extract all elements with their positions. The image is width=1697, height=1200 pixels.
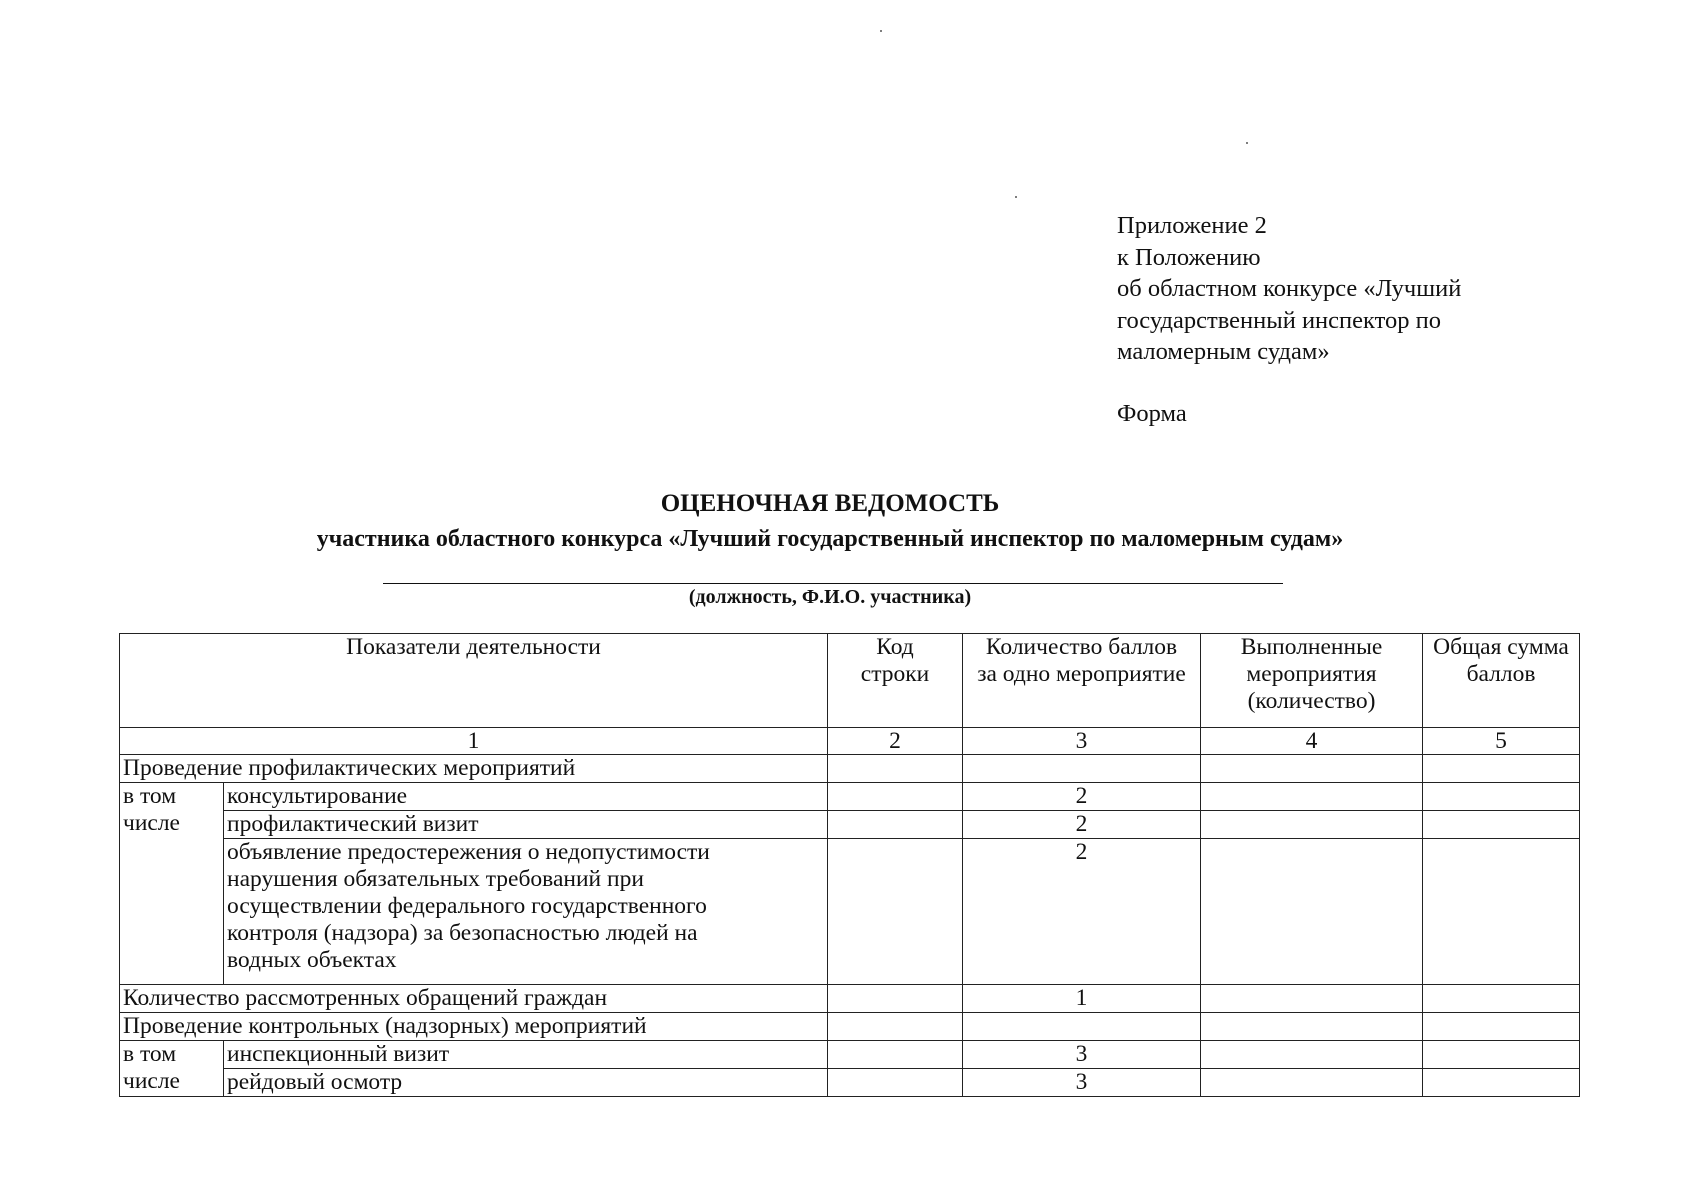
evaluation-table xyxy=(119,633,1580,1097)
scan-speck xyxy=(1015,196,1017,198)
row-code-cell[interactable] xyxy=(828,783,963,811)
points-cell: 1 xyxy=(963,985,1201,1013)
scan-speck xyxy=(880,30,882,32)
row-label: Проведение контрольных (надзорных) мероприятий xyxy=(120,1013,828,1041)
total-cell[interactable] xyxy=(1423,811,1580,839)
row-code-cell[interactable] xyxy=(828,1041,963,1069)
header-text: (количество) xyxy=(1247,688,1376,714)
row-label: профилактический визит xyxy=(224,811,828,839)
row-label xyxy=(224,839,828,985)
row-label: рейдовый осмотр xyxy=(224,1069,828,1097)
total-cell[interactable] xyxy=(1423,1069,1580,1097)
annex-line: к Положению xyxy=(1117,243,1261,271)
annex-line: государственный инспектор по xyxy=(1117,306,1441,334)
table-row xyxy=(120,783,1580,811)
table-row xyxy=(120,839,1580,985)
completed-cell[interactable] xyxy=(1201,1041,1423,1069)
including-text: в том xyxy=(123,1041,177,1067)
table-row xyxy=(120,985,1580,1013)
points-cell xyxy=(963,755,1201,783)
row-code-cell[interactable] xyxy=(828,1069,963,1097)
total-cell[interactable] xyxy=(1423,1013,1580,1041)
header-text: мероприятия xyxy=(1246,661,1377,687)
column-number: 1 xyxy=(120,728,828,755)
total-cell[interactable] xyxy=(1423,1041,1580,1069)
row-label: консультирование xyxy=(224,783,828,811)
header-text: Количество баллов xyxy=(985,634,1178,660)
annex-block xyxy=(1117,210,1577,429)
participant-name-line xyxy=(383,583,1283,584)
header-text: баллов xyxy=(1466,661,1536,687)
header-total-score xyxy=(1423,634,1580,728)
row-label: Проведение профилактических мероприятий xyxy=(120,755,828,783)
row-label-line: осуществлении федерального государственного xyxy=(227,893,707,919)
annex-line: маломерным судам» xyxy=(1117,338,1330,365)
points-cell: 3 xyxy=(963,1069,1201,1097)
header-indicators xyxy=(120,634,828,728)
including-label xyxy=(120,1041,224,1097)
including-text: числе xyxy=(123,810,180,836)
completed-cell[interactable] xyxy=(1201,839,1423,985)
row-code-cell[interactable] xyxy=(828,839,963,985)
table-row xyxy=(120,755,1580,783)
points-cell: 2 xyxy=(963,811,1201,839)
row-code-cell[interactable] xyxy=(828,755,963,783)
column-number: 2 xyxy=(828,728,963,755)
total-cell[interactable] xyxy=(1423,755,1580,783)
row-label: Количество рассмотренных обращений граждан xyxy=(120,985,828,1013)
participant-caption: (должность, Ф.И.О. участника) xyxy=(688,586,972,608)
completed-cell[interactable] xyxy=(1201,985,1423,1013)
table-header-row xyxy=(120,634,1580,728)
header-text: за одно мероприятие xyxy=(977,661,1186,687)
form-label: Форма xyxy=(1117,399,1187,427)
including-text: числе xyxy=(123,1068,180,1094)
header-completed-events xyxy=(1201,634,1423,728)
table-row xyxy=(120,1041,1580,1069)
header-text: Показатели деятельности xyxy=(346,634,601,660)
scan-speck xyxy=(1246,142,1248,144)
header-text: строки xyxy=(860,661,930,687)
annex-line: об областном конкурсе «Лучший xyxy=(1117,275,1462,302)
points-cell: 3 xyxy=(963,1041,1201,1069)
row-label-line: объявление предостережения о недопустимости xyxy=(227,839,710,865)
row-code-cell[interactable] xyxy=(828,811,963,839)
header-text: Общая сумма xyxy=(1433,634,1569,660)
total-cell[interactable] xyxy=(1423,839,1580,985)
annex-line: Приложение 2 xyxy=(1117,212,1267,239)
completed-cell[interactable] xyxy=(1201,1069,1423,1097)
points-cell: 2 xyxy=(963,783,1201,811)
header-row-code xyxy=(828,634,963,728)
column-number: 3 xyxy=(963,728,1201,755)
row-label-line: контроля (надзора) за безопасностью людей на xyxy=(227,920,698,946)
column-number-row xyxy=(120,728,1580,755)
header-text: Выполненные xyxy=(1240,634,1383,660)
completed-cell[interactable] xyxy=(1201,811,1423,839)
total-cell[interactable] xyxy=(1423,783,1580,811)
row-label: инспекционный визит xyxy=(224,1041,828,1069)
row-code-cell[interactable] xyxy=(828,1013,963,1041)
points-cell: 2 xyxy=(963,839,1201,985)
header-text: Код xyxy=(876,634,914,660)
table-row xyxy=(120,1013,1580,1041)
table-row xyxy=(120,811,1580,839)
completed-cell[interactable] xyxy=(1201,1013,1423,1041)
points-cell xyxy=(963,1013,1201,1041)
completed-cell[interactable] xyxy=(1201,783,1423,811)
header-points-per-event xyxy=(963,634,1201,728)
completed-cell[interactable] xyxy=(1201,755,1423,783)
row-label-line: нарушения обязательных требований при xyxy=(227,866,644,892)
column-number: 4 xyxy=(1201,728,1423,755)
document-subtitle: участника областного конкурса «Лучший государственный инспектор по маломерным судам» xyxy=(316,526,1344,552)
including-text: в том xyxy=(123,783,177,809)
column-number: 5 xyxy=(1423,728,1580,755)
row-label-line: водных объектах xyxy=(227,947,397,973)
table-row xyxy=(120,1069,1580,1097)
total-cell[interactable] xyxy=(1423,985,1580,1013)
document-title: ОЦЕНОЧНАЯ ВЕДОМОСТЬ xyxy=(660,490,1000,517)
row-code-cell[interactable] xyxy=(828,985,963,1013)
including-label xyxy=(120,783,224,985)
